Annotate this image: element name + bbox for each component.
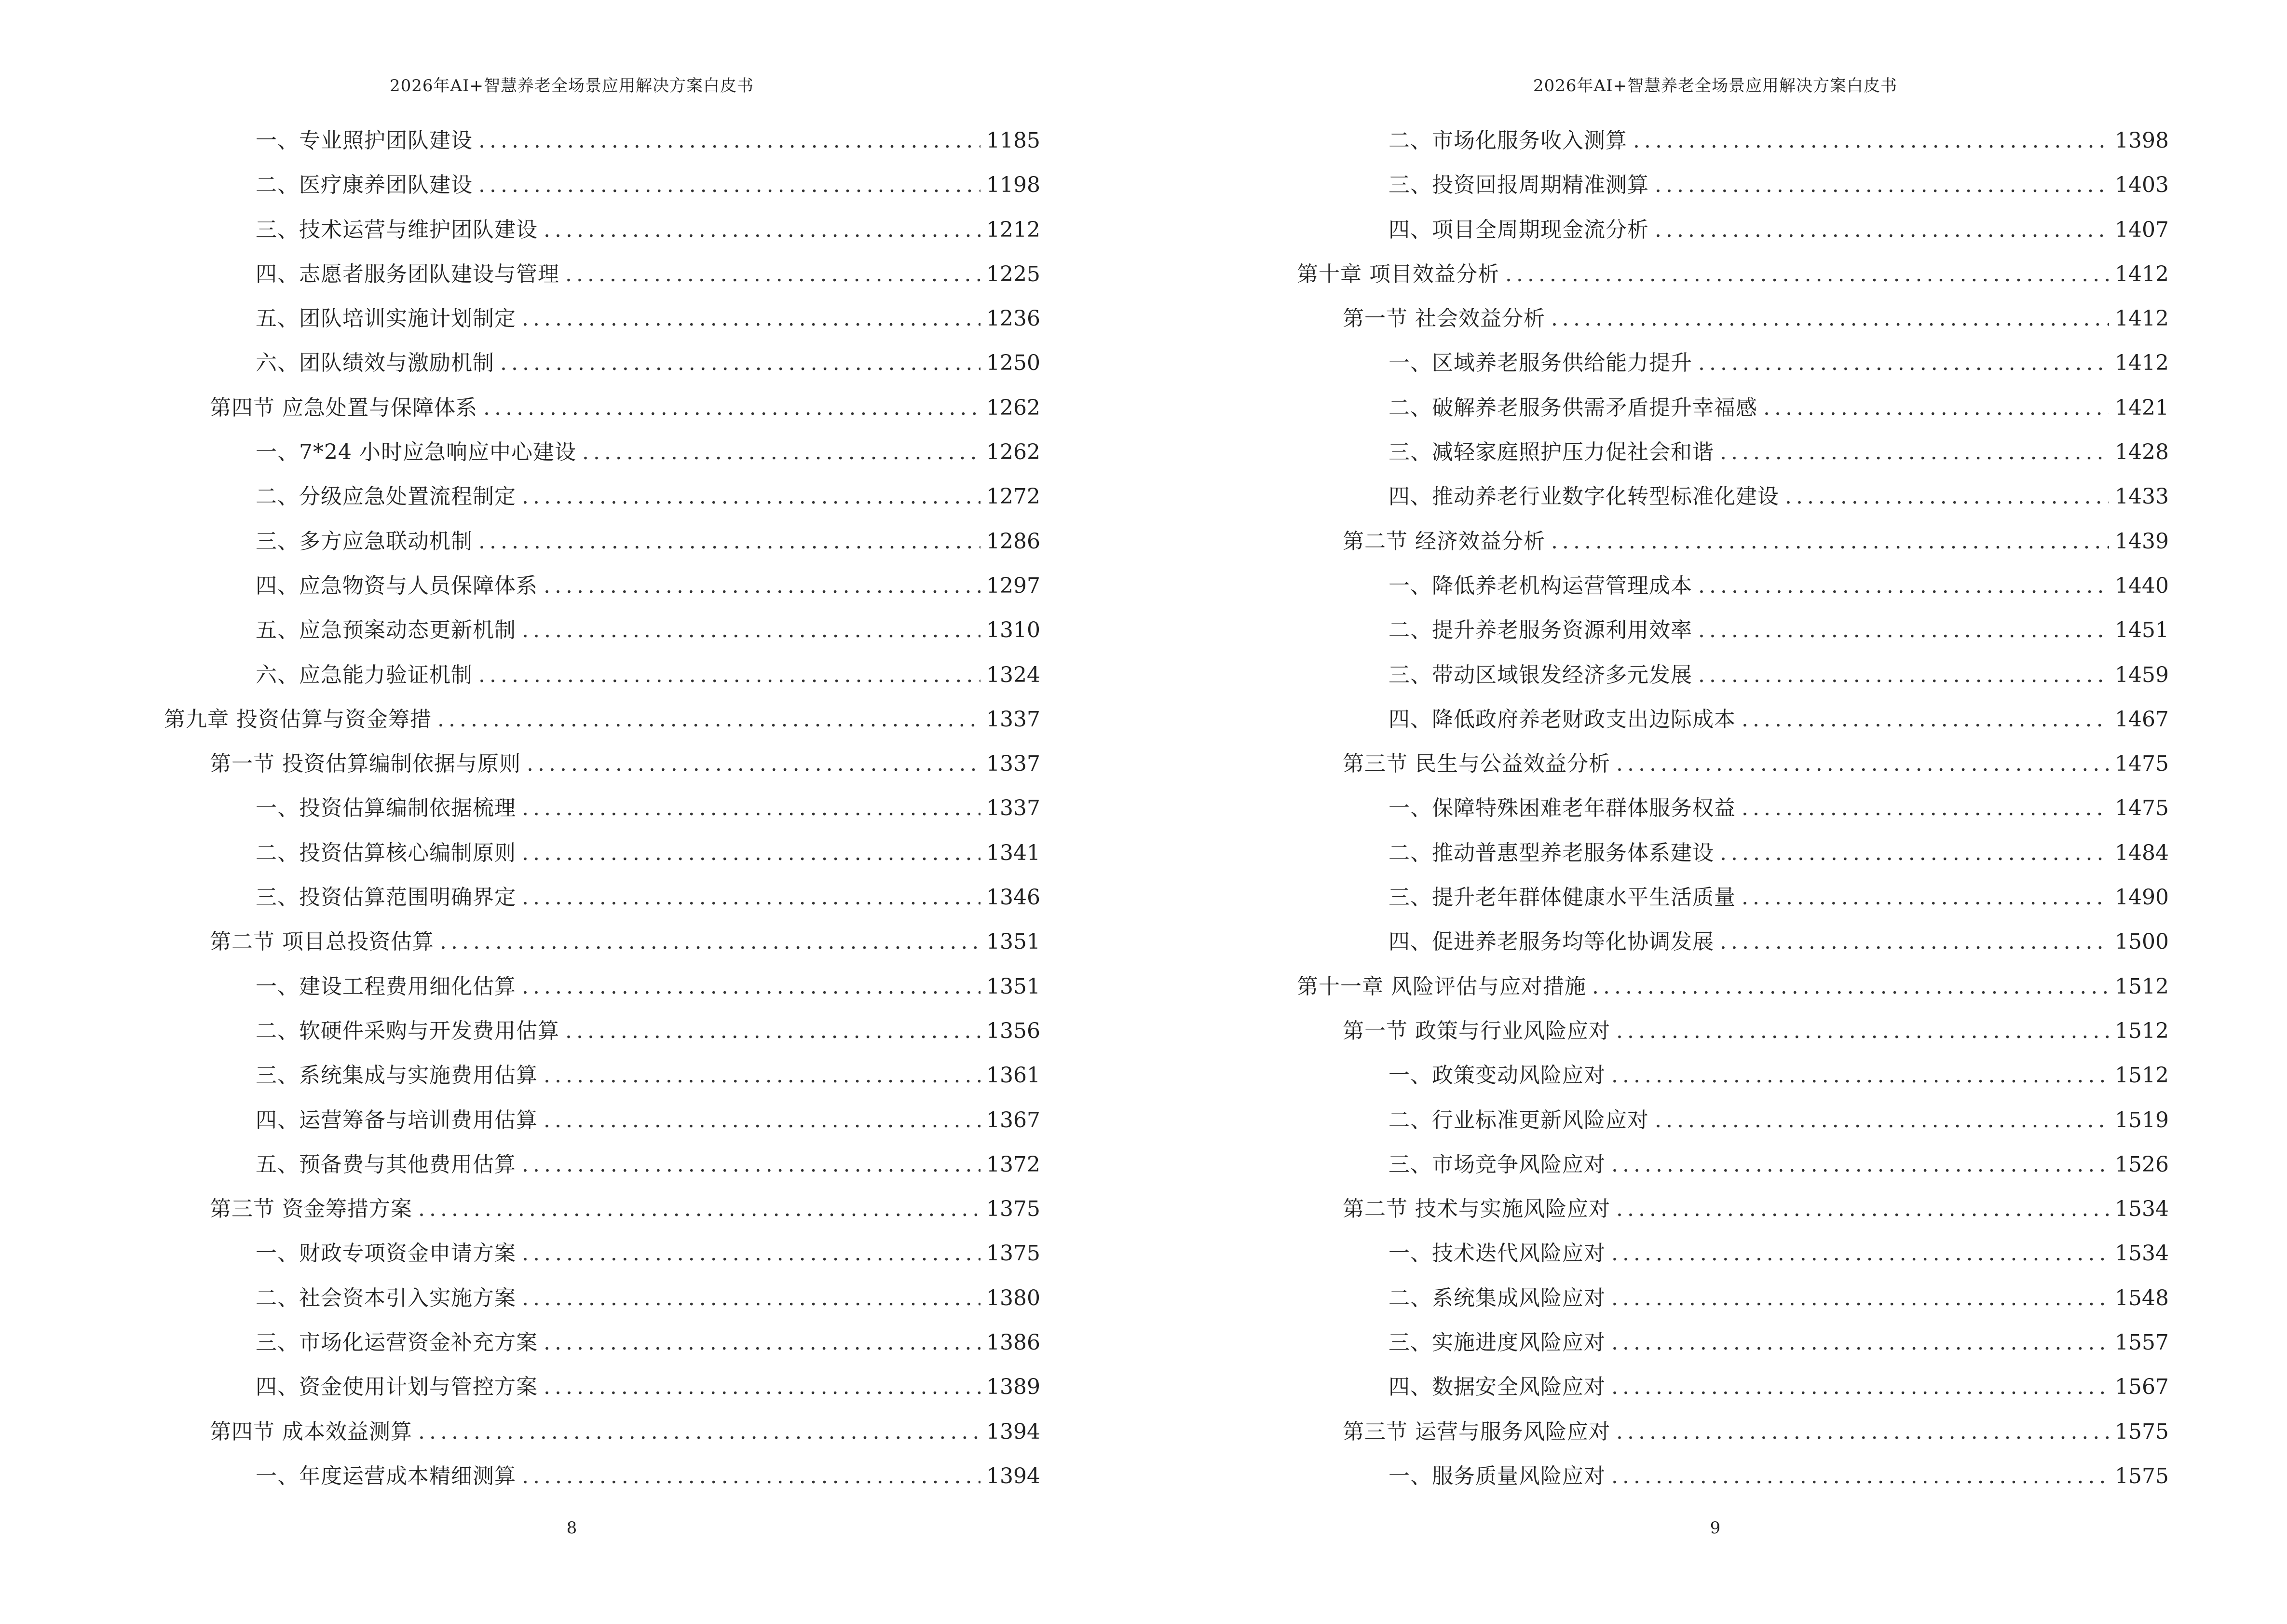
- toc-entry-title: 二、推动普惠型养老服务体系建设: [1389, 840, 1714, 865]
- toc-entry-page-number: 1262: [986, 440, 1040, 465]
- toc-entry-page-number: 1512: [2115, 1063, 2169, 1088]
- toc-dot-leader: [1785, 475, 2109, 519]
- toc-subsection-entry[interactable]: [164, 475, 1040, 519]
- toc-entry-title: 三、投资估算范围明确界定: [256, 885, 516, 910]
- toc-subsection-entry[interactable]: [1297, 430, 2169, 475]
- toc-entry-title: 三、系统集成与实施费用估算: [256, 1063, 538, 1088]
- toc-chapter-entry[interactable]: [164, 697, 1040, 742]
- toc-dot-leader: [544, 1098, 980, 1143]
- toc-entry-page-number: 1356: [986, 1018, 1040, 1043]
- toc-dot-leader: [522, 1143, 980, 1187]
- toc-entry-title: 一、投资估算编制依据梳理: [256, 796, 516, 821]
- toc-subsection-entry[interactable]: [164, 831, 1040, 875]
- toc-entry-title: 三、减轻家庭照护压力促社会和谐: [1389, 440, 1714, 465]
- toc-entry-title: 一、区域养老服务供给能力提升: [1389, 351, 1692, 376]
- toc-entry-title: 二、投资估算核心编制原则: [256, 840, 516, 865]
- toc-dot-leader: [483, 386, 980, 430]
- toc-entry-page-number: 1367: [986, 1107, 1040, 1133]
- running-header: 2026年AI+智慧养老全场景应用解决方案白皮书: [1533, 76, 1897, 96]
- toc-dot-leader: [1611, 1276, 2109, 1321]
- toc-entry-page-number: 1439: [2115, 529, 2169, 554]
- toc-entry-title: 四、项目全周期现金流分析: [1389, 217, 1649, 242]
- toc-entry-page-number: 1467: [2115, 707, 2169, 732]
- toc-entry-page-number: 1557: [2115, 1330, 2169, 1355]
- toc-dot-leader: [1655, 163, 2109, 207]
- toc-entry-title: 一、技术迭代风险应对: [1389, 1241, 1606, 1266]
- toc-dot-leader: [478, 519, 980, 564]
- toc-subsection-entry[interactable]: [164, 163, 1040, 207]
- toc-subsection-entry[interactable]: [164, 786, 1040, 831]
- toc-dot-leader: [1616, 1410, 2109, 1454]
- toc-dot-leader: [522, 1231, 980, 1276]
- toc-entry-title: 四、志愿者服务团队建设与管理: [256, 261, 559, 287]
- toc-dot-leader: [544, 564, 980, 608]
- toc-dot-leader: [1611, 1454, 2109, 1499]
- toc-subsection-entry[interactable]: [164, 1365, 1040, 1409]
- toc-entry-page-number: 1421: [2115, 395, 2169, 420]
- toc-entry-title: 三、投资回报周期精准测算: [1389, 173, 1649, 198]
- toc-subsection-entry[interactable]: [1297, 1454, 2169, 1499]
- toc-entry-title: 第十章 项目效益分析: [1297, 261, 1499, 287]
- toc-dot-leader: [440, 920, 980, 964]
- toc-dot-leader: [1611, 1365, 2109, 1409]
- toc-subsection-entry[interactable]: [1297, 1143, 2169, 1187]
- toc-entry-title: 四、降低政府养老财政支出边际成本: [1389, 707, 1736, 732]
- toc-entry-page-number: 1575: [2115, 1419, 2169, 1444]
- toc-dot-leader: [478, 119, 980, 163]
- toc-subsection-entry[interactable]: [164, 297, 1040, 341]
- toc-entry-title: 第二节 技术与实施风险应对: [1343, 1197, 1610, 1222]
- toc-entry-page-number: 1459: [2115, 662, 2169, 687]
- toc-subsection-entry[interactable]: [164, 965, 1040, 1009]
- toc-entry-page-number: 1440: [2115, 573, 2169, 598]
- toc-entry-title: 第四节 成本效益测算: [210, 1419, 412, 1444]
- toc-entry-title: 二、社会资本引入实施方案: [256, 1285, 516, 1310]
- toc-entry-page-number: 1351: [986, 974, 1040, 999]
- toc-section-entry[interactable]: [1297, 519, 2169, 564]
- toc-entry-title: 五、预备费与其他费用估算: [256, 1152, 516, 1177]
- page-number: 8: [566, 1518, 577, 1538]
- toc-entry-page-number: 1500: [2115, 929, 2169, 955]
- toc-entry-title: 六、应急能力验证机制: [256, 662, 473, 687]
- toc-dot-leader: [1551, 519, 2109, 564]
- toc-entry-title: 第十一章 风险评估与应对措施: [1297, 974, 1586, 999]
- toc-dot-leader: [1655, 1098, 2109, 1143]
- toc-subsection-entry[interactable]: [1297, 1053, 2169, 1098]
- toc-dot-leader: [1742, 875, 2109, 920]
- toc-entry-title: 第九章 投资估算与资金筹措: [164, 707, 432, 732]
- toc-entry-page-number: 1212: [986, 217, 1040, 242]
- toc-subsection-entry[interactable]: [164, 252, 1040, 297]
- toc-section-entry[interactable]: [1297, 742, 2169, 786]
- toc-entry-page-number: 1380: [986, 1285, 1040, 1310]
- toc-dot-leader: [1505, 252, 2109, 297]
- toc-entry-title: 二、提升养老服务资源利用效率: [1389, 618, 1692, 643]
- toc-subsection-entry[interactable]: [1297, 697, 2169, 742]
- toc-dot-leader: [1551, 297, 2109, 341]
- toc-entry-page-number: 1412: [2115, 306, 2169, 331]
- toc-entry-page-number: 1526: [2115, 1152, 2169, 1177]
- toc-dot-leader: [500, 341, 980, 385]
- toc-subsection-entry[interactable]: [164, 608, 1040, 653]
- toc-entry-page-number: 1337: [986, 707, 1040, 732]
- toc-dot-leader: [1633, 119, 2109, 163]
- toc-dot-leader: [522, 786, 980, 831]
- toc-dot-leader: [1698, 653, 2109, 697]
- toc-entry-title: 二、破解养老服务供需矛盾提升幸福感: [1389, 395, 1757, 420]
- toc-subsection-entry[interactable]: [1297, 475, 2169, 519]
- toc-subsection-entry[interactable]: [164, 1454, 1040, 1499]
- toc-page-right: [1144, 0, 2287, 1624]
- toc-entry-page-number: 1394: [986, 1419, 1040, 1444]
- toc-subsection-entry[interactable]: [1297, 786, 2169, 831]
- toc-dot-leader: [522, 1276, 980, 1321]
- running-header: 2026年AI+智慧养老全场景应用解决方案白皮书: [390, 76, 754, 96]
- toc-entry-title: 四、数据安全风险应对: [1389, 1375, 1606, 1400]
- toc-entry-page-number: 1475: [2115, 751, 2169, 777]
- toc-entry-page-number: 1225: [986, 261, 1040, 287]
- toc-dot-leader: [522, 875, 980, 920]
- toc-entry-page-number: 1198: [986, 173, 1040, 198]
- toc-entry-page-number: 1490: [2115, 885, 2169, 910]
- toc-entry-title: 第一节 投资估算编制依据与原则: [210, 751, 521, 777]
- toc-entry-page-number: 1250: [986, 351, 1040, 376]
- toc-subsection-entry[interactable]: [1297, 163, 2169, 207]
- toc-section-entry[interactable]: [1297, 1009, 2169, 1053]
- toc-entry-title: 一、年度运营成本精细测算: [256, 1463, 516, 1488]
- toc-dot-leader: [565, 1009, 980, 1053]
- toc-dot-leader: [1720, 430, 2109, 475]
- toc-entry-title: 五、团队培训实施计划制定: [256, 306, 516, 331]
- toc-entry-title: 二、系统集成风险应对: [1389, 1285, 1606, 1310]
- toc-entry-page-number: 1337: [986, 751, 1040, 777]
- toc-entry-page-number: 1394: [986, 1463, 1040, 1488]
- toc-subsection-entry[interactable]: [1297, 564, 2169, 608]
- toc-entry-page-number: 1372: [986, 1152, 1040, 1177]
- toc-entry-title: 三、市场竞争风险应对: [1389, 1152, 1606, 1177]
- toc-section-entry[interactable]: [1297, 1187, 2169, 1231]
- toc-subsection-entry[interactable]: [1297, 875, 2169, 920]
- toc-entry-title: 四、应急物资与人员保障体系: [256, 573, 538, 598]
- toc-section-entry[interactable]: [164, 1187, 1040, 1231]
- toc-entry-title: 二、医疗康养团队建设: [256, 173, 473, 198]
- toc-dot-leader: [437, 697, 980, 742]
- toc-dot-leader: [1592, 965, 2109, 1009]
- toc-subsection-entry[interactable]: [1297, 386, 2169, 430]
- toc-subsection-entry[interactable]: [164, 430, 1040, 475]
- toc-entry-page-number: 1534: [2115, 1197, 2169, 1222]
- toc-dot-leader: [1611, 1321, 2109, 1365]
- toc-dot-leader: [565, 252, 980, 297]
- toc-entry-title: 二、软硬件采购与开发费用估算: [256, 1018, 559, 1043]
- toc-subsection-entry[interactable]: [1297, 1098, 2169, 1143]
- toc-entry-title: 三、提升老年群体健康水平生活质量: [1389, 885, 1736, 910]
- toc-subsection-entry[interactable]: [164, 1053, 1040, 1098]
- toc-dot-leader: [1616, 742, 2109, 786]
- toc-entry-page-number: 1272: [986, 484, 1040, 509]
- toc-entry-title: 五、应急预案动态更新机制: [256, 618, 516, 643]
- toc-entry-title: 四、推动养老行业数字化转型标准化建设: [1389, 484, 1779, 509]
- toc-entry-page-number: 1341: [986, 840, 1040, 865]
- toc-entry-title: 一、保障特殊困难老年群体服务权益: [1389, 796, 1736, 821]
- toc-dot-leader: [544, 1365, 980, 1409]
- toc-subsection-entry[interactable]: [1297, 1365, 2169, 1409]
- toc-entry-title: 第二节 经济效益分析: [1343, 529, 1545, 554]
- toc-entry-title: 一、专业照护团队建设: [256, 128, 473, 153]
- toc-entry-page-number: 1475: [2115, 796, 2169, 821]
- toc-entry-page-number: 1310: [986, 618, 1040, 643]
- toc-subsection-entry[interactable]: [164, 1231, 1040, 1276]
- toc-subsection-entry[interactable]: [164, 519, 1040, 564]
- toc-dot-leader: [418, 1187, 980, 1231]
- toc-entry-page-number: 1567: [2115, 1375, 2169, 1400]
- toc-entry-title: 四、运营筹备与培训费用估算: [256, 1107, 538, 1133]
- toc-entry-title: 三、多方应急联动机制: [256, 529, 473, 554]
- toc-subsection-entry[interactable]: [164, 653, 1040, 697]
- toc-entry-page-number: 1512: [2115, 974, 2169, 999]
- toc-dot-leader: [1611, 1053, 2109, 1098]
- toc-section-entry[interactable]: [164, 386, 1040, 430]
- toc-subsection-entry[interactable]: [1297, 119, 2169, 163]
- toc-entry-title: 二、行业标准更新风险应对: [1389, 1107, 1649, 1133]
- toc-entry-page-number: 1262: [986, 395, 1040, 420]
- toc-subsection-entry[interactable]: [164, 119, 1040, 163]
- toc-dot-leader: [527, 742, 980, 786]
- toc-subsection-entry[interactable]: [164, 875, 1040, 920]
- toc-entry-page-number: 1324: [986, 662, 1040, 687]
- toc-entry-title: 第二节 项目总投资估算: [210, 929, 434, 955]
- toc-entry-page-number: 1412: [2115, 261, 2169, 287]
- toc-entry-title: 第三节 民生与公益效益分析: [1343, 751, 1610, 777]
- toc-entry-title: 三、实施进度风险应对: [1389, 1330, 1606, 1355]
- toc-entry-title: 一、建设工程费用细化估算: [256, 974, 516, 999]
- toc-dot-leader: [1611, 1143, 2109, 1187]
- toc-entry-page-number: 1575: [2115, 1463, 2169, 1488]
- toc-entry-page-number: 1428: [2115, 440, 2169, 465]
- toc-chapter-entry[interactable]: [1297, 965, 2169, 1009]
- toc-section-entry[interactable]: [164, 742, 1040, 786]
- toc-dot-leader: [1763, 386, 2109, 430]
- toc-entry-title: 六、团队绩效与激励机制: [256, 351, 494, 376]
- toc-entry-page-number: 1407: [2115, 217, 2169, 242]
- toc-entry-title: 第四节 应急处置与保障体系: [210, 395, 477, 420]
- toc-entry-page-number: 1297: [986, 573, 1040, 598]
- toc-subsection-entry[interactable]: [1297, 920, 2169, 964]
- toc-entry-title: 三、带动区域银发经济多元发展: [1389, 662, 1692, 687]
- toc-entry-title: 三、市场化运营资金补充方案: [256, 1330, 538, 1355]
- toc-subsection-entry[interactable]: [1297, 831, 2169, 875]
- toc-entry-page-number: 1433: [2115, 484, 2169, 509]
- toc-entry-title: 一、政策变动风险应对: [1389, 1063, 1606, 1088]
- toc-dot-leader: [522, 1454, 980, 1499]
- toc-entry-page-number: 1451: [2115, 618, 2169, 643]
- page-number: 9: [1710, 1518, 1721, 1538]
- toc-subsection-entry[interactable]: [164, 1143, 1040, 1187]
- toc-dot-leader: [1611, 1231, 2109, 1276]
- toc-entry-page-number: 1512: [2115, 1018, 2169, 1043]
- toc-subsection-entry[interactable]: [164, 341, 1040, 385]
- toc-list: [1297, 119, 2169, 1499]
- toc-subsection-entry[interactable]: [164, 1009, 1040, 1053]
- toc-section-entry[interactable]: [164, 1410, 1040, 1454]
- toc-entry-title: 第一节 政策与行业风险应对: [1343, 1018, 1610, 1043]
- toc-dot-leader: [582, 430, 980, 475]
- toc-dot-leader: [478, 653, 980, 697]
- toc-entry-page-number: 1346: [986, 885, 1040, 910]
- toc-subsection-entry[interactable]: [1297, 208, 2169, 252]
- toc-entry-page-number: 1351: [986, 929, 1040, 955]
- toc-entry-title: 二、分级应急处置流程制定: [256, 484, 516, 509]
- toc-list: [164, 119, 1040, 1499]
- toc-entry-page-number: 1236: [986, 306, 1040, 331]
- toc-section-entry[interactable]: [164, 920, 1040, 964]
- toc-entry-page-number: 1403: [2115, 173, 2169, 198]
- toc-dot-leader: [418, 1410, 980, 1454]
- toc-subsection-entry[interactable]: [1297, 1276, 2169, 1321]
- toc-entry-page-number: 1548: [2115, 1285, 2169, 1310]
- toc-entry-page-number: 1389: [986, 1375, 1040, 1400]
- toc-dot-leader: [1698, 341, 2109, 385]
- toc-entry-page-number: 1398: [2115, 128, 2169, 153]
- toc-dot-leader: [1720, 920, 2109, 964]
- toc-subsection-entry[interactable]: [1297, 1231, 2169, 1276]
- toc-entry-title: 一、降低养老机构运营管理成本: [1389, 573, 1692, 598]
- toc-dot-leader: [522, 608, 980, 653]
- toc-entry-title: 一、服务质量风险应对: [1389, 1463, 1606, 1488]
- toc-subsection-entry[interactable]: [1297, 653, 2169, 697]
- toc-entry-page-number: 1386: [986, 1330, 1040, 1355]
- toc-chapter-entry[interactable]: [1297, 252, 2169, 297]
- toc-dot-leader: [1655, 208, 2109, 252]
- toc-entry-title: 四、促进养老服务均等化协调发展: [1389, 929, 1714, 955]
- toc-entry-title: 一、财政专项资金申请方案: [256, 1241, 516, 1266]
- toc-subsection-entry[interactable]: [164, 208, 1040, 252]
- toc-entry-page-number: 1412: [2115, 351, 2169, 376]
- toc-dot-leader: [522, 965, 980, 1009]
- toc-entry-page-number: 1286: [986, 529, 1040, 554]
- toc-entry-title: 第一节 社会效益分析: [1343, 306, 1545, 331]
- toc-dot-leader: [1616, 1009, 2109, 1053]
- toc-entry-title: 二、市场化服务收入测算: [1389, 128, 1627, 153]
- toc-dot-leader: [478, 163, 980, 207]
- toc-subsection-entry[interactable]: [1297, 1321, 2169, 1365]
- toc-entry-page-number: 1185: [986, 128, 1040, 153]
- toc-entry-page-number: 1519: [2115, 1107, 2169, 1133]
- toc-dot-leader: [1698, 564, 2109, 608]
- toc-entry-title: 第三节 资金筹措方案: [210, 1197, 412, 1222]
- toc-section-entry[interactable]: [1297, 1410, 2169, 1454]
- toc-dot-leader: [522, 831, 980, 875]
- toc-entry-page-number: 1484: [2115, 840, 2169, 865]
- toc-subsection-entry[interactable]: [1297, 341, 2169, 385]
- toc-subsection-entry[interactable]: [164, 1098, 1040, 1143]
- toc-entry-page-number: 1534: [2115, 1241, 2169, 1266]
- toc-subsection-entry[interactable]: [164, 564, 1040, 608]
- toc-dot-leader: [1698, 608, 2109, 653]
- toc-entry-title: 三、技术运营与维护团队建设: [256, 217, 538, 242]
- toc-subsection-entry[interactable]: [1297, 608, 2169, 653]
- toc-subsection-entry[interactable]: [164, 1321, 1040, 1365]
- toc-dot-leader: [1742, 697, 2109, 742]
- toc-entry-page-number: 1375: [986, 1197, 1040, 1222]
- toc-dot-leader: [1616, 1187, 2109, 1231]
- toc-dot-leader: [1742, 786, 2109, 831]
- toc-dot-leader: [522, 297, 980, 341]
- toc-entry-page-number: 1361: [986, 1063, 1040, 1088]
- toc-section-entry[interactable]: [1297, 297, 2169, 341]
- toc-dot-leader: [544, 208, 980, 252]
- toc-dot-leader: [522, 475, 980, 519]
- toc-entry-page-number: 1337: [986, 796, 1040, 821]
- toc-entry-title: 第三节 运营与服务风险应对: [1343, 1419, 1610, 1444]
- toc-entry-page-number: 1375: [986, 1241, 1040, 1266]
- toc-dot-leader: [1720, 831, 2109, 875]
- toc-dot-leader: [544, 1053, 980, 1098]
- toc-entry-title: 一、7*24 小时应急响应中心建设: [256, 440, 576, 465]
- toc-subsection-entry[interactable]: [164, 1276, 1040, 1321]
- toc-dot-leader: [544, 1321, 980, 1365]
- toc-entry-title: 四、资金使用计划与管控方案: [256, 1375, 538, 1400]
